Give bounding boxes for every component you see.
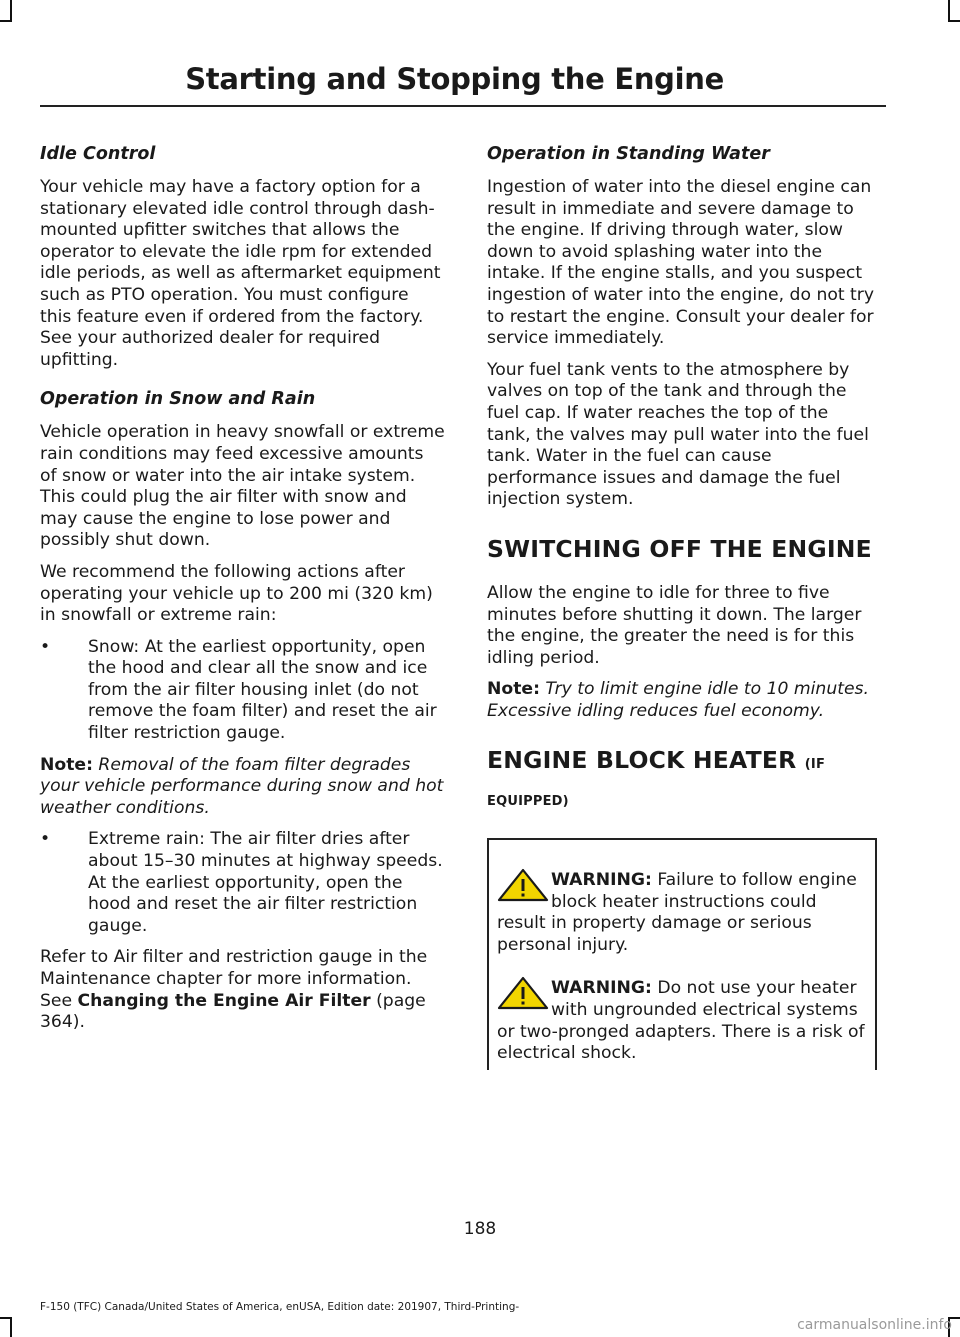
crop-mark-bottom-left-v [10, 1317, 12, 1337]
crop-mark-bottom-left-h [0, 1317, 12, 1319]
warning-1 [489, 870, 875, 956]
bullet-snow-text: Snow: At the earliest opportunity, open the hood and clear all the snow and ice from the air filter housing inlet (do not remove the foam filter) and reset the air filter restriction gauge. [88, 636, 437, 744]
crop-mark-top-right-v [948, 0, 950, 20]
bullet-snow [40, 637, 445, 745]
snow-rain-heading: Operation in Snow and Rain [40, 389, 316, 410]
note-text: Try to limit engine idle to 10 minutes. Excessive idling reduces fuel economy. [487, 679, 869, 721]
note-text: Removal of the foam filter degrades your vehicle performance during snow and hot weather conditions. [40, 754, 444, 818]
footer-edition: F-150 (TFC) Canada/United States of America, enUSA, Edition date: 201907, Third-Printing- [40, 1301, 520, 1313]
header-rule [40, 105, 886, 107]
warning-label: WARNING: [551, 870, 652, 890]
crop-mark-top-right-h [948, 20, 960, 22]
block-heater-title: ENGINE BLOCK HEATER [487, 746, 797, 775]
note-foam-filter [40, 755, 445, 820]
warning-box [487, 838, 877, 1070]
note-label: Note: [40, 754, 93, 775]
warning-2 [489, 978, 875, 1064]
block-heater-suffix-1: (IF [804, 757, 826, 773]
page-header-title: Starting and Stopping the Engine [185, 62, 724, 96]
warning-triangle-icon [497, 868, 549, 902]
warning-triangle-icon [497, 976, 549, 1010]
air-filter-link[interactable]: Changing the Engine Air Filter [77, 990, 371, 1011]
warning-label: WARNING: [551, 978, 652, 999]
refer-text: Refer to Air filter and restriction gauge in the Maintenance chapter for more information. See [40, 947, 428, 1011]
standing-water-heading: Operation in Standing Water [487, 144, 770, 164]
warning-text: Failure to follow engine block heater instructions could result in property damage or serious personal injury. [497, 870, 857, 955]
snow-rain-text-2: We recommend the following actions after operating your vehicle up to 200 mi (320 km) in snowfall or extreme rain: [40, 561, 433, 626]
standing-water-text-2: Your fuel tank vents to the atmosphere by valves on top of the tank and through the fuel cap. If water reaches the top of the tank, the valves may pull water into the fuel tank. Water in the fuel can cause performance issues and damage the fuel injection system. [487, 359, 869, 510]
snow-rain-text-1: Vehicle operation in heavy snowfall or extreme rain conditions may feed excessive amounts of snow or water into the air intake system. This could plug the air filter with snow and may cause the engine to lose power and possibly shut down. [40, 422, 445, 551]
note-engine-idle [487, 679, 877, 722]
crop-mark-top-left-v [10, 0, 12, 20]
idle-control-text: Your vehicle may have a factory option for a stationary elevated idle control through dash-mounted upfitter switches that allows the operator to elevate the idle rpm for extended idle periods, as well as aftermarket equipment such as PTO operation. You must configure this feature even if ordered from the factory. See your authorized dealer for required upfitting. [40, 177, 441, 370]
watermark: carmanualsonline.info [797, 1317, 952, 1333]
idle-control-heading: Idle Control [40, 144, 156, 164]
block-heater-suffix-2: EQUIPPED) [487, 794, 569, 810]
bullet-rain [40, 829, 445, 937]
bullet-dot: • [40, 636, 51, 657]
switching-off-text: Allow the engine to idle for three to five minutes before shutting it down. The larger the engine, the greater the need is for this idling period. [487, 582, 862, 668]
warning-text: Do not use your heater with ungrounded electrical systems or two-pronged adapters. There is a risk of electrical shock. [497, 978, 865, 1064]
page-number: 188 [463, 1219, 497, 1239]
block-heater-heading [487, 746, 877, 809]
refer-page: (page 364). [40, 990, 426, 1033]
switching-off-heading: SWITCHING OFF THE ENGINE [487, 534, 872, 563]
bullet-dot: • [40, 829, 51, 850]
right-column [487, 144, 877, 829]
note-label: Note: [487, 679, 540, 700]
left-column [40, 144, 445, 1044]
standing-water-text-1: Ingestion of water into the diesel engine can result in immediate and severe damage to the engine. If driving through water, slow down to avoid splashing water into the intake. If the engine stalls, and you suspect ingestion of water into the engine, do not try to restart the engine. Consult your dealer for service immediately. [487, 177, 875, 349]
refer-paragraph [40, 947, 445, 1033]
bullet-rain-text: Extreme rain: The air filter dries after about 15–30 minutes at highway speeds. At the earliest opportunity, open the hood and reset the air filter restriction gauge. [88, 829, 443, 936]
crop-mark-top-left-h [0, 20, 12, 22]
